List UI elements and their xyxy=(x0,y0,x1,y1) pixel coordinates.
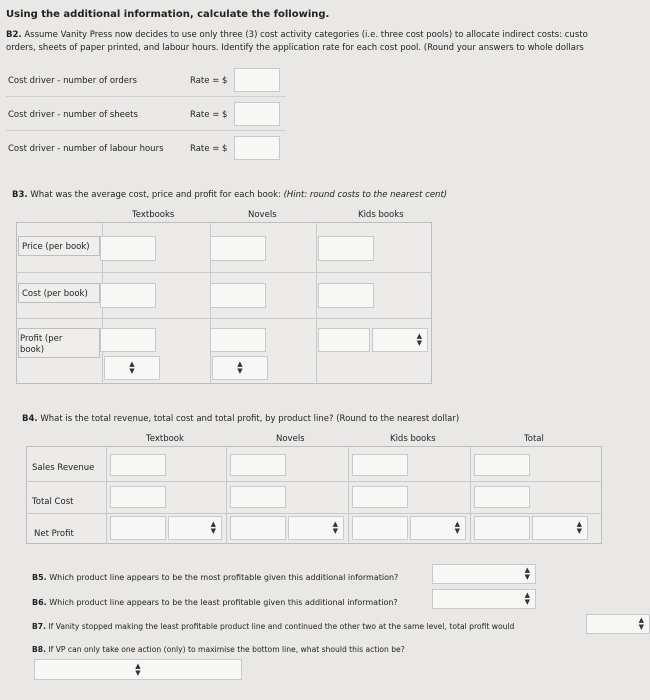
sales-kids-input[interactable] xyxy=(352,454,408,476)
col-divider xyxy=(348,446,349,544)
profit-novels-input[interactable] xyxy=(210,328,266,352)
b7-select[interactable] xyxy=(586,614,650,634)
row-divider xyxy=(26,513,602,514)
netprofit-novels-input[interactable] xyxy=(230,516,286,540)
b4-col-total: Total xyxy=(524,434,544,444)
row-divider xyxy=(16,272,432,273)
b4-text: What is the total revenue, total cost and total profit, by product line? (Round to the nearest dollar) xyxy=(40,414,460,424)
b2-line1 xyxy=(6,30,588,40)
b8-question xyxy=(32,645,405,654)
b2-rate-label-sheets: Rate = $ xyxy=(190,110,228,120)
b3-col-kids: Kids books xyxy=(358,210,404,220)
b4-row-profit: Net Profit xyxy=(34,529,74,539)
price-kids-input[interactable] xyxy=(318,236,374,261)
divider xyxy=(6,130,286,131)
b3-question xyxy=(12,190,447,200)
profit-kids-input[interactable] xyxy=(318,328,370,352)
totalcost-textbook-input[interactable] xyxy=(110,486,166,508)
b4-row-sales: Sales Revenue xyxy=(32,463,95,473)
page-heading: Using the additional information, calculate the following. xyxy=(6,9,330,20)
cost-novels-input[interactable] xyxy=(210,283,266,308)
rate-input-sheets[interactable] xyxy=(234,102,280,126)
b4-col-textbook: Textbook xyxy=(146,434,184,444)
b5-text: Which product line appears to be the most profitable given this additional information? xyxy=(49,573,399,582)
updown-arrow-icon: ▲ ▼ xyxy=(638,616,644,631)
updown-arrow-icon: ▲ ▼ xyxy=(237,360,243,375)
row-divider xyxy=(26,481,602,482)
b8-label: B8. xyxy=(32,645,46,654)
b2-rate-label-orders: Rate = $ xyxy=(190,76,228,86)
sales-textbook-input[interactable] xyxy=(110,454,166,476)
b4-row-cost: Total Cost xyxy=(32,497,74,507)
b3-label: B3. xyxy=(12,190,28,200)
b2-rate-label-labour: Rate = $ xyxy=(190,144,228,154)
b5-question xyxy=(32,573,398,582)
updown-arrow-icon: ▲ ▼ xyxy=(524,591,530,606)
updown-arrow-icon: ▲ ▼ xyxy=(416,332,422,347)
b4-question xyxy=(22,414,459,424)
b3-text: What was the average cost, price and profit for each book: xyxy=(30,190,281,200)
updown-arrow-icon: ▲ ▼ xyxy=(135,661,141,677)
row-divider xyxy=(16,318,432,319)
b3-row-cost: Cost (per book) xyxy=(22,289,88,299)
b4-col-novels: Novels xyxy=(276,434,305,444)
b2-driver-labour: Cost driver - number of labour hours xyxy=(8,144,164,154)
cost-textbooks-input[interactable] xyxy=(100,283,156,308)
totalcost-novels-input[interactable] xyxy=(230,486,286,508)
b5-label: B5. xyxy=(32,573,47,582)
divider xyxy=(6,96,286,97)
b3-col-novels: Novels xyxy=(248,210,277,220)
b7-text: If Vanity stopped making the least profitable product line and continued the other two at the same level, total profit would xyxy=(48,622,515,631)
b2-driver-orders: Cost driver - number of orders xyxy=(8,76,137,86)
price-textbooks-input[interactable] xyxy=(100,236,156,261)
netprofit-kids-select[interactable] xyxy=(410,516,466,540)
b8-select[interactable] xyxy=(34,659,242,680)
totalcost-kids-input[interactable] xyxy=(352,486,408,508)
b2-label: B2. xyxy=(6,30,22,40)
sales-total-input[interactable] xyxy=(474,454,530,476)
rate-input-orders[interactable] xyxy=(234,68,280,92)
b6-text: Which product line appears to be the least profitable given this additional information? xyxy=(49,598,398,607)
netprofit-total-input[interactable] xyxy=(474,516,530,540)
b4-col-kids: Kids books xyxy=(390,434,436,444)
netprofit-textbook-select[interactable] xyxy=(168,516,222,540)
b6-label: B6. xyxy=(32,598,47,607)
b2-line2: orders, sheets of paper printed, and labour hours. Identify the application rate for each cost pool. (Round your answers to whole dollars xyxy=(6,43,584,53)
profit-textbooks-input[interactable] xyxy=(100,328,156,352)
b7-label: B7. xyxy=(32,622,46,631)
cost-kids-input[interactable] xyxy=(318,283,374,308)
b4-label: B4. xyxy=(22,414,38,424)
b3-row-price: Price (per book) xyxy=(22,242,90,252)
netprofit-novels-select[interactable] xyxy=(288,516,344,540)
updown-arrow-icon: ▲ ▼ xyxy=(454,520,460,535)
netprofit-kids-input[interactable] xyxy=(352,516,408,540)
totalcost-total-input[interactable] xyxy=(474,486,530,508)
netprofit-textbook-input[interactable] xyxy=(110,516,166,540)
profit-kids-select[interactable] xyxy=(372,328,428,352)
col-divider xyxy=(470,446,471,544)
updown-arrow-icon: ▲ ▼ xyxy=(576,520,582,535)
b3-col-textbooks: Textbooks xyxy=(132,210,175,220)
b6-select[interactable] xyxy=(432,589,536,609)
b7-question xyxy=(32,622,514,631)
netprofit-total-select[interactable] xyxy=(532,516,588,540)
b5-select[interactable] xyxy=(432,564,536,584)
updown-arrow-icon: ▲ ▼ xyxy=(332,520,338,535)
b2-text-1: Assume Vanity Press now decides to use only three (3) cost activity categories (i.e. three cost pools) to allocate indirect costs: custo xyxy=(24,30,588,40)
updown-arrow-icon: ▲ ▼ xyxy=(210,520,216,535)
col-divider xyxy=(106,446,107,544)
b6-question xyxy=(32,598,398,607)
col-divider xyxy=(226,446,227,544)
b3-hint: (Hint: round costs to the nearest cent) xyxy=(283,190,448,200)
profit-textbooks-select[interactable] xyxy=(104,356,160,380)
updown-arrow-icon: ▲ ▼ xyxy=(524,566,530,581)
price-novels-input[interactable] xyxy=(210,236,266,261)
b2-driver-sheets: Cost driver - number of sheets xyxy=(8,110,138,120)
col-divider xyxy=(316,222,317,384)
rate-input-labour[interactable] xyxy=(234,136,280,160)
sales-novels-input[interactable] xyxy=(230,454,286,476)
updown-arrow-icon: ▲ ▼ xyxy=(129,360,135,375)
b8-text: If VP can only take one action (only) to maximise the bottom line, what should this action be? xyxy=(48,645,405,654)
b3-row-profit: Profit (per book) xyxy=(20,334,63,355)
profit-novels-select[interactable] xyxy=(212,356,268,380)
